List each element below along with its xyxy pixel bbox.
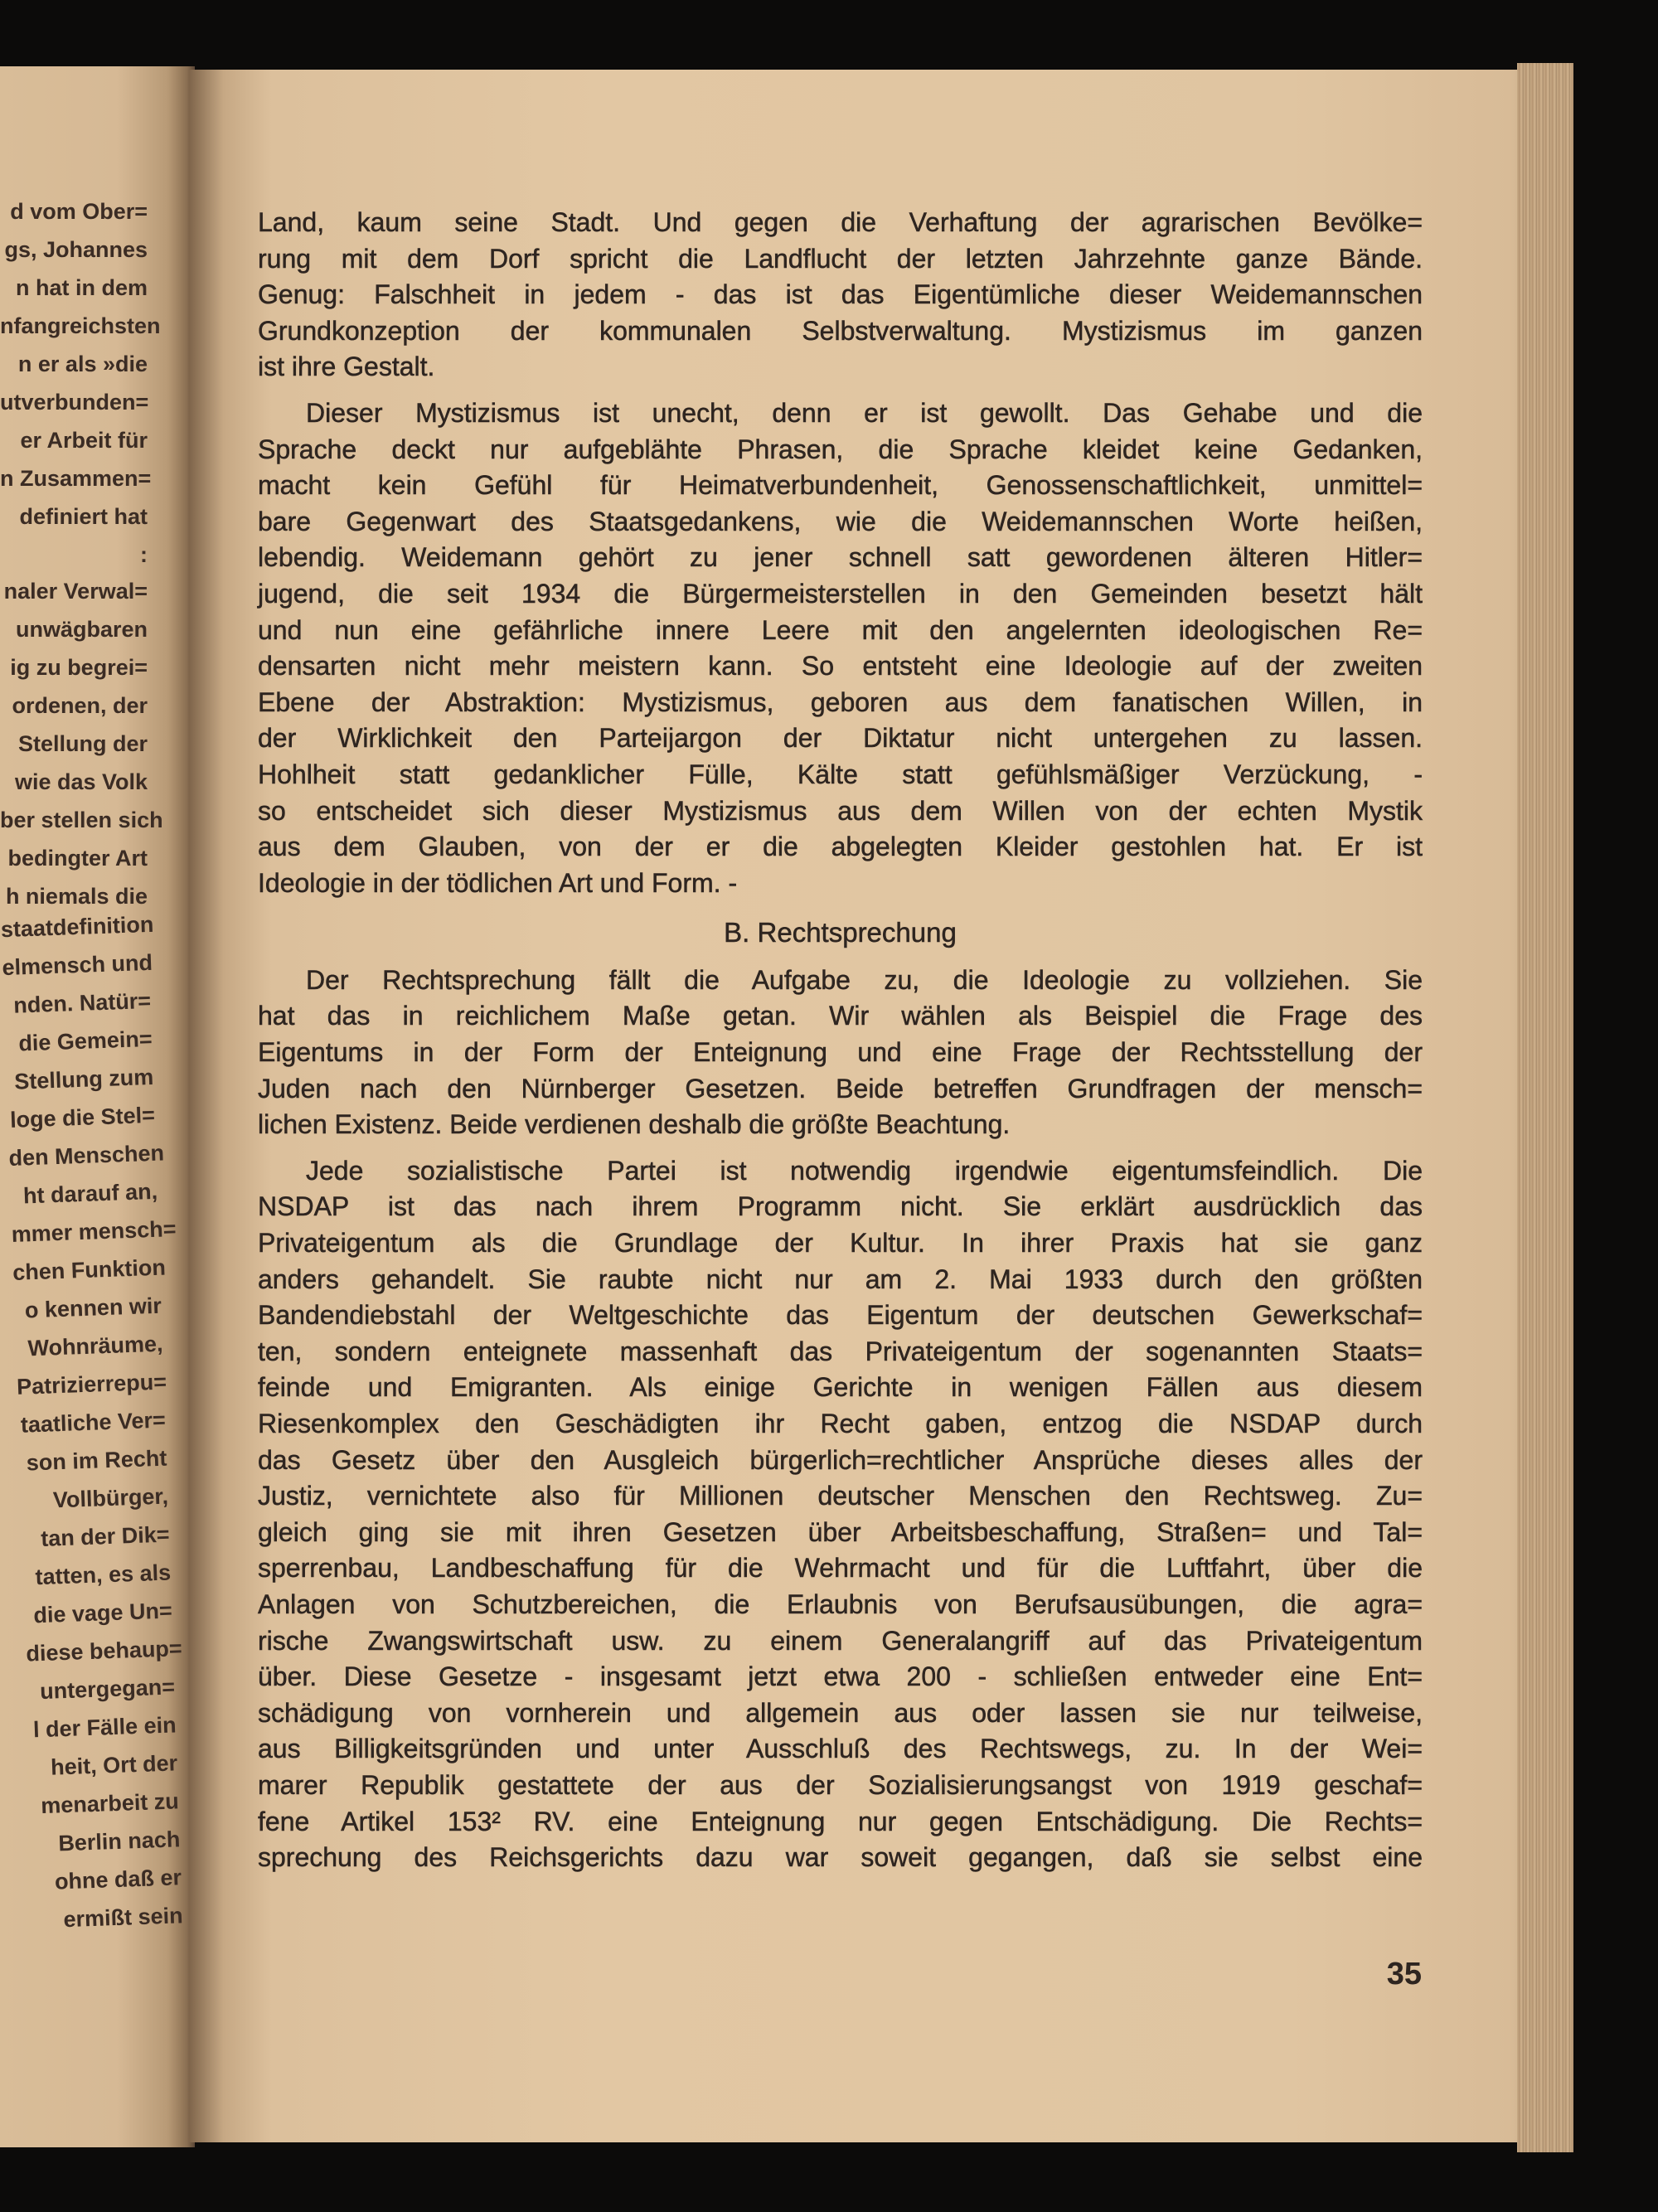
text-line: ten, sondern enteignete massenhaft das Privateigentum der sogenannten Staats= [258, 1336, 1423, 1366]
left-page-line: Stellung der [17, 731, 148, 756]
text-line: Ebene der Abstraktion: Mystizismus, geboren aus dem fanatischen Willen, in [258, 686, 1423, 717]
left-page-line: elmensch und [1, 949, 153, 981]
text-line: Dieser Mystizismus ist unecht, denn er ist gewollt. Das Gehabe und die [306, 397, 1423, 428]
left-page-line: n Zusammen= [0, 466, 152, 491]
left-page-line: utverbunden= [0, 390, 149, 415]
text-line: Riesenkomplex den Geschädigten ihr Recht gaben, entzog die NSDAP durch [258, 1409, 1423, 1438]
text-line: über. Diese Gesetze - insgesamt jetzt etwa 200 - schließen entweder eine Ent= [258, 1661, 1423, 1692]
left-page-line: tatten, es als [35, 1560, 172, 1590]
left-page-line: loge die Stel= [9, 1102, 156, 1133]
section-heading: B. Rechtsprechung [724, 917, 957, 948]
text-line: anders gehandelt. Sie raubte nicht nur am 2. Mai 1933 durch den größten [258, 1264, 1423, 1294]
left-page-line: bedingter Art [7, 846, 148, 871]
text-line: Hohlheit statt gedanklicher Fülle, Kälte statt gefühlsmäßiger Verzückung, - [258, 759, 1423, 789]
left-page-line: wie das Volk [14, 769, 148, 794]
left-page-line: Wohnräume, [27, 1331, 163, 1361]
text-line: Anlagen von Schutzbereichen, die Erlaubnis von Berufsausübungen, die agra= [258, 1589, 1423, 1619]
text-line: rische Zwangswirtschaft usw. zu einem Generalangriff auf das Privateigentum [258, 1625, 1423, 1656]
paragraph [258, 1153, 1423, 1876]
left-page-line: nden. Natür= [12, 987, 152, 1018]
left-page-line: gs, Johannes [4, 237, 148, 262]
left-page-line: taatliche Ver= [20, 1407, 167, 1438]
paragraph [258, 395, 1423, 901]
text-line: Grundkonzeption der kommunalen Selbstverwaltung. Mystizismus im ganzen [258, 315, 1423, 346]
left-page-text-block [0, 192, 161, 574]
left-page-line: Patrizierrepu= [16, 1369, 167, 1399]
left-page-line: unwägbaren [15, 617, 148, 642]
left-page-line: d vom Ober= [10, 199, 148, 224]
paragraph [258, 205, 1423, 386]
left-page-line: die vage Un= [32, 1598, 173, 1628]
text-line: macht kein Gefühl für Heimatverbundenheit, Genossenschaftlichkeit, unmittel= [258, 470, 1423, 501]
left-page-line: Vollbürger, [52, 1483, 169, 1513]
text-line: Der Rechtsprechung fällt die Aufgabe zu, die Ideologie zu vollziehen. Sie [306, 964, 1423, 995]
text-line: bare Gegenwart des Staatsgedankens, wie die Weidemannschen Worte heißen, [258, 506, 1423, 536]
text-line: Land, kaum seine Stadt. Und gegen die Verhaftung der agrarischen Bevölke= [258, 207, 1423, 237]
left-page-line: mmer mensch= [11, 1216, 177, 1247]
text-line: Genug: Falschheit in jedem - das ist das Eigentümliche dieser Weidemannschen [258, 279, 1423, 310]
left-page-line: staatdefinition [0, 911, 154, 943]
text-line: Bandendiebstahl der Weltgeschichte das Eigentum der deutschen Gewerkschaf= [258, 1300, 1423, 1331]
text-line: Privateigentum als die Grundlage der Kultur. In ihrer Praxis hat sie ganz [258, 1228, 1423, 1259]
page-edges [1517, 63, 1573, 2152]
left-page-line: n er als »die [17, 352, 148, 376]
left-page-line: heit, Ort der [50, 1750, 178, 1780]
text-line: jugend, die seit 1934 die Bürgermeisterstellen in den Gemeinden besetzt hält [258, 578, 1423, 609]
left-page-line: : [140, 542, 148, 567]
left-page-text-block [0, 572, 163, 915]
left-page-line: chen Funktion [12, 1254, 167, 1285]
left-page-line: ordenen, der [12, 693, 148, 718]
text-line: Ideologie in der tödlichen Art und Form. - [258, 867, 738, 898]
text-line: densarten nicht mehr meistern kann. So entsteht eine Ideologie auf der zweiten [258, 651, 1423, 682]
text-line: aus Billigkeitsgründen und unter Ausschluß des Rechtswegs, zu. In der Wei= [258, 1734, 1423, 1764]
text-line: lichen Existenz. Beide verdienen deshalb die größte Beachtung. [258, 1109, 1011, 1140]
left-page-line: ermißt sein [63, 1903, 184, 1933]
text-line: ist ihre Gestalt. [258, 352, 435, 382]
left-page-line: h niemals die [5, 884, 148, 909]
text-line: sperrenbau, Landbeschaffung für die Wehrmacht und für die Luftfahrt, über die [258, 1553, 1423, 1584]
text-line: das Gesetz über den Ausgleich bürgerlich=rechtlicher Ansprüche dieses alles der [258, 1444, 1423, 1475]
text-line: aus dem Glauben, von der er die abgelegten Kleider gestohlen hat. Er ist [258, 832, 1423, 862]
left-page-line: l der Fälle ein [32, 1712, 177, 1743]
left-page-line: n hat in dem [15, 275, 148, 300]
text-line: der Wirklichkeit den Parteijargon der Diktatur nicht untergehen zu lassen. [258, 723, 1423, 754]
text-line: NSDAP ist das nach ihrem Programm nicht. Sie erklärt ausdrücklich das [258, 1191, 1423, 1222]
left-page-line: untergegan= [39, 1674, 176, 1705]
text-line: sprechung des Reichsgerichts dazu war soweit gegangen, daß sie selbst eine [258, 1842, 1423, 1873]
left-page-line: ber stellen sich [0, 808, 163, 832]
left-page-line: die Gemein= [17, 1026, 153, 1056]
page-number: 35 [1386, 1957, 1422, 1991]
left-page-line: er Arbeit für [20, 428, 148, 453]
left-page-line: tan der Dik= [40, 1521, 171, 1551]
text-line: hat das in reichlichem Maße getan. Wir wählen als Beispiel die Frage des [258, 1001, 1423, 1031]
text-line: Jede sozialistische Partei ist notwendig irgendwie eigentumsfeindlich. Die [306, 1155, 1423, 1186]
left-page-line: ig zu begrei= [10, 655, 148, 680]
text-line: feinde und Emigranten. Als einige Gerichte in wenigen Fällen aus diesem [258, 1372, 1423, 1403]
left-page-line: Berlin nach [57, 1826, 181, 1856]
left-page-line: Stellung zum [13, 1064, 154, 1094]
text-line: lebendig. Weidemann gehört zu jener schnell satt gewordenen älteren Hitler= [258, 542, 1423, 573]
left-page-line: den Menschen [8, 1140, 165, 1171]
text-line: so entscheidet sich dieser Mystizismus aus dem Willen von der echten Mystik [258, 795, 1423, 826]
text-line: marer Republik gestattete der aus der Sozialisierungsangst von 1919 geschaf= [258, 1769, 1423, 1800]
left-page-line: o kennen wir [24, 1293, 162, 1323]
text-line: rung mit dem Dorf spricht die Landflucht der letzten Jahrzehnte ganze Bände. [258, 243, 1423, 274]
text-line: Sprache deckt nur aufgeblähte Phrasen, die Sprache kleidet keine Gedanken, [258, 434, 1423, 464]
left-page-line: naler Verwal= [3, 579, 148, 604]
text-line: und nun eine gefährliche innere Leere mit den angelernten ideologischen Re= [258, 614, 1423, 645]
left-page-line: ohne daß er [54, 1865, 182, 1894]
left-page-line: menarbeit zu [40, 1788, 180, 1819]
text-line: fene Artikel 153² RV. eine Enteignung nur gegen Entschädigung. Die Rechts= [258, 1806, 1423, 1836]
left-page-line: definiert hat [19, 504, 148, 529]
paragraph [258, 963, 1423, 1143]
text-line: gleich ging sie mit ihren Gesetzen über Arbeitsbeschaffung, Straßen= und Tal= [258, 1516, 1423, 1547]
text-line: Eigentums in der Form der Enteignung und eine Frage der Rechtsstellung der [258, 1037, 1423, 1068]
left-page-line: son im Recht [26, 1445, 167, 1476]
left-page-line: diese behaup= [25, 1636, 183, 1666]
text-line: Juden nach den Nürnberger Gesetzen. Beide betreffen Grundfragen der mensch= [258, 1073, 1423, 1104]
text-line: Justiz, vernichtete also für Millionen deutscher Menschen den Rechtsweg. Zu= [258, 1481, 1423, 1511]
text-line: schädigung von vornherein und allgemein aus oder lassen sie nur teilweise, [258, 1697, 1423, 1728]
left-page-line: nfangreichsten [0, 313, 161, 338]
left-page-line: ht darauf an, [22, 1178, 158, 1209]
page-body-text [258, 205, 1423, 1886]
